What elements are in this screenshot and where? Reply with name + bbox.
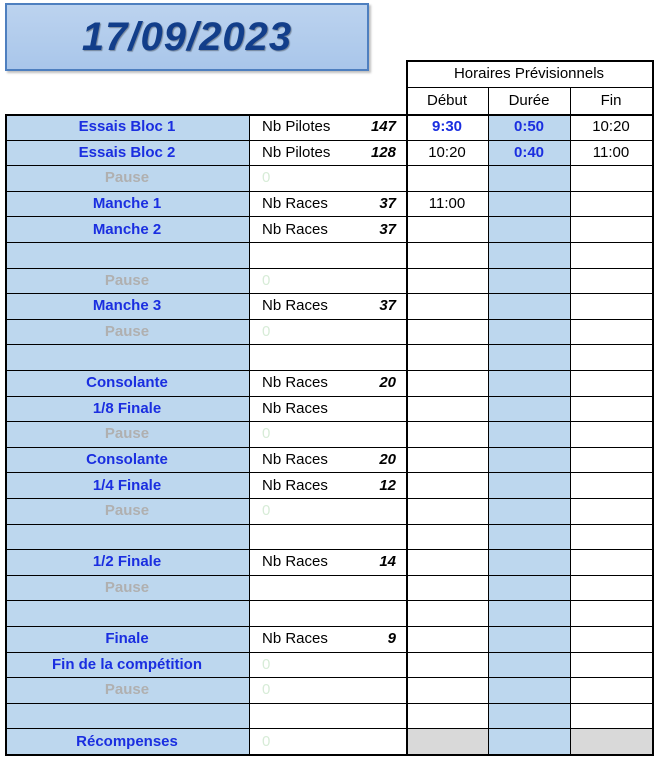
- row-duree: [488, 216, 570, 242]
- row-label: Pause: [104, 323, 150, 341]
- row-duree: [488, 677, 570, 703]
- row-label: 1/4 Finale: [92, 476, 162, 494]
- grid-line: [406, 114, 408, 754]
- row-fin: [570, 728, 652, 754]
- row-count-type: Nb Races: [262, 630, 328, 648]
- grid-line: [5, 191, 652, 192]
- row-count-value: 12: [379, 476, 396, 494]
- row-count-value: 14: [379, 553, 396, 571]
- row-count-value: [349, 575, 406, 601]
- row-label: Fin de la compétition: [51, 655, 202, 673]
- grid-line: [5, 268, 652, 269]
- row-debut: [406, 447, 488, 473]
- row-fin: [570, 677, 652, 703]
- row-label: [5, 524, 249, 550]
- row-count-value: 37: [379, 195, 396, 213]
- row-duree: 0:40: [513, 143, 545, 161]
- row-debut: [406, 396, 488, 422]
- row-debut: [406, 652, 488, 678]
- row-label: 1/8 Finale: [92, 399, 162, 417]
- row-count-type: 0: [262, 425, 271, 443]
- row-label: Consolante: [86, 374, 168, 392]
- row-count-value: [349, 524, 406, 550]
- row-count-value: [349, 242, 406, 268]
- row-count-type: 0: [262, 323, 271, 341]
- row-debut: 10:20: [428, 143, 466, 161]
- row-debut: [406, 728, 488, 754]
- row-count-value: 37: [379, 220, 396, 238]
- row-count-type: 0: [262, 681, 271, 699]
- row-label: [5, 344, 249, 370]
- row-debut: [406, 370, 488, 396]
- grid-line: [406, 60, 652, 62]
- row-fin: [570, 370, 652, 396]
- grid-line: [5, 216, 652, 217]
- row-count-type: 0: [262, 732, 271, 750]
- row-count-value: [349, 728, 406, 754]
- row-label: [5, 600, 249, 626]
- row-count-type: [249, 524, 349, 550]
- row-count-type: Nb Pilotes: [262, 143, 331, 161]
- row-label: Récompenses: [76, 732, 178, 750]
- header-duree: Durée: [508, 92, 550, 109]
- row-duree: [488, 293, 570, 319]
- row-fin: [570, 396, 652, 422]
- row-label: 1/2 Finale: [92, 553, 162, 571]
- grid-line: [5, 575, 652, 576]
- row-label: Manche 1: [92, 195, 162, 213]
- row-label: Consolante: [86, 451, 168, 469]
- row-fin: [570, 293, 652, 319]
- row-fin: [570, 421, 652, 447]
- row-fin: [570, 242, 652, 268]
- row-count-type: 0: [262, 502, 271, 520]
- row-duree: [488, 396, 570, 422]
- row-duree: [488, 498, 570, 524]
- row-fin: [570, 703, 652, 729]
- grid-line: [5, 652, 652, 653]
- grid-line: [5, 370, 652, 371]
- row-count-value: 147: [370, 118, 396, 136]
- grid-line: [5, 242, 652, 243]
- grid-line: [5, 114, 7, 754]
- row-count-value: [349, 421, 406, 447]
- row-label: Manche 2: [92, 220, 162, 238]
- row-duree: [488, 549, 570, 575]
- row-fin: [570, 575, 652, 601]
- row-label: [5, 242, 249, 268]
- row-duree: 0:50: [513, 118, 545, 136]
- row-label: Pause: [104, 425, 150, 443]
- row-count-type: [249, 242, 349, 268]
- row-duree: [488, 600, 570, 626]
- row-debut: [406, 268, 488, 294]
- row-label: Pause: [104, 169, 150, 187]
- row-fin: 11:00: [592, 143, 630, 161]
- row-label: [5, 703, 249, 729]
- row-duree: [488, 472, 570, 498]
- row-count-value: [349, 268, 406, 294]
- row-count-value: [349, 652, 406, 678]
- row-duree: [488, 728, 570, 754]
- row-count-value: 20: [379, 374, 396, 392]
- row-debut: [406, 498, 488, 524]
- row-duree: [488, 370, 570, 396]
- row-label: Essais Bloc 2: [78, 143, 176, 161]
- row-fin: [570, 216, 652, 242]
- row-count-value: [349, 344, 406, 370]
- row-duree: [488, 268, 570, 294]
- grid-line: [5, 472, 652, 473]
- grid-line: [5, 140, 652, 141]
- row-fin: [570, 268, 652, 294]
- grid-line: [5, 600, 652, 601]
- row-fin: [570, 498, 652, 524]
- row-label: Pause: [104, 502, 150, 520]
- row-duree: [488, 191, 570, 217]
- row-count-value: [349, 165, 406, 191]
- row-debut: 11:00: [428, 195, 466, 213]
- grid-line: [5, 447, 652, 448]
- row-debut: [406, 524, 488, 550]
- row-label: Finale: [105, 630, 149, 648]
- row-duree: [488, 575, 570, 601]
- row-fin: [570, 524, 652, 550]
- header-debut: Début: [426, 92, 468, 109]
- row-debut: [406, 575, 488, 601]
- grid-line: [5, 319, 652, 320]
- row-duree: [488, 652, 570, 678]
- row-debut: [406, 421, 488, 447]
- row-count-type: Nb Races: [262, 451, 328, 469]
- row-count-type: Nb Races: [262, 374, 328, 392]
- row-count-value: [349, 677, 406, 703]
- row-count-type: Nb Races: [262, 297, 328, 315]
- row-count-type: Nb Races: [262, 553, 328, 571]
- row-count-type: 0: [262, 655, 271, 673]
- row-debut: [406, 472, 488, 498]
- row-count-type: Nb Pilotes: [262, 118, 331, 136]
- row-count-value: [349, 396, 406, 422]
- row-duree: [488, 421, 570, 447]
- row-count-type: [249, 600, 349, 626]
- row-debut: [406, 626, 488, 652]
- row-count-type: Nb Races: [262, 399, 328, 417]
- row-count-value: 37: [379, 297, 396, 315]
- row-debut: [406, 216, 488, 242]
- row-debut: [406, 293, 488, 319]
- row-count-value: 20: [379, 451, 396, 469]
- grid-line: [5, 524, 652, 525]
- header-horaires: Horaires Prévisionnels: [453, 65, 605, 82]
- row-duree: [488, 319, 570, 345]
- date-banner: [5, 3, 369, 71]
- grid-line: [5, 396, 652, 397]
- grid-line: [652, 60, 654, 754]
- grid-line: [5, 728, 652, 729]
- grid-line: [5, 703, 652, 704]
- row-label: Essais Bloc 1: [78, 118, 176, 136]
- row-fin: [570, 549, 652, 575]
- row-count-value: [349, 319, 406, 345]
- row-debut: [406, 344, 488, 370]
- grid-line: [570, 87, 571, 754]
- row-count-value: 128: [370, 143, 396, 161]
- grid-line: [5, 754, 654, 756]
- row-fin: [570, 600, 652, 626]
- row-fin: [570, 626, 652, 652]
- row-debut: [406, 600, 488, 626]
- row-fin: [570, 191, 652, 217]
- row-duree: [488, 344, 570, 370]
- row-count-type: Nb Races: [262, 195, 328, 213]
- row-count-value: [349, 600, 406, 626]
- row-count-type: [249, 575, 349, 601]
- row-fin: [570, 344, 652, 370]
- row-label: Pause: [104, 681, 150, 699]
- row-fin: [570, 447, 652, 473]
- row-count-value: [349, 498, 406, 524]
- row-label: Pause: [104, 579, 150, 597]
- row-debut: [406, 319, 488, 345]
- row-fin: [570, 472, 652, 498]
- row-count-type: [249, 703, 349, 729]
- row-debut: 9:30: [431, 118, 463, 136]
- row-count-type: 0: [262, 169, 271, 187]
- grid-line: [5, 344, 652, 345]
- grid-line: [5, 626, 652, 627]
- row-label: Manche 3: [92, 297, 162, 315]
- header-fin: Fin: [600, 92, 622, 109]
- grid-line: [5, 421, 652, 422]
- grid-line: [406, 87, 652, 88]
- grid-line: [5, 677, 652, 678]
- grid-line: [5, 165, 652, 166]
- grid-line: [488, 87, 489, 754]
- row-fin: 10:20: [592, 118, 630, 136]
- row-debut: [406, 677, 488, 703]
- row-count-type: [249, 344, 349, 370]
- grid-line: [249, 114, 250, 754]
- row-count-type: Nb Races: [262, 220, 328, 238]
- row-count-type: Nb Races: [262, 476, 328, 494]
- row-duree: [488, 447, 570, 473]
- grid-line: [5, 114, 652, 116]
- date-title: 17/09/2023: [81, 14, 293, 59]
- row-debut: [406, 703, 488, 729]
- row-duree: [488, 524, 570, 550]
- row-label: Pause: [104, 271, 150, 289]
- row-count-value: 9: [387, 630, 396, 648]
- row-count-value: [349, 703, 406, 729]
- grid-line: [5, 293, 652, 294]
- row-debut: [406, 549, 488, 575]
- row-fin: [570, 165, 652, 191]
- grid-line: [5, 549, 652, 550]
- row-fin: [570, 652, 652, 678]
- row-fin: [570, 319, 652, 345]
- row-count-type: 0: [262, 271, 271, 289]
- row-duree: [488, 626, 570, 652]
- row-debut: [406, 242, 488, 268]
- row-debut: [406, 165, 488, 191]
- row-duree: [488, 165, 570, 191]
- row-duree: [488, 703, 570, 729]
- row-duree: [488, 242, 570, 268]
- grid-line: [5, 498, 652, 499]
